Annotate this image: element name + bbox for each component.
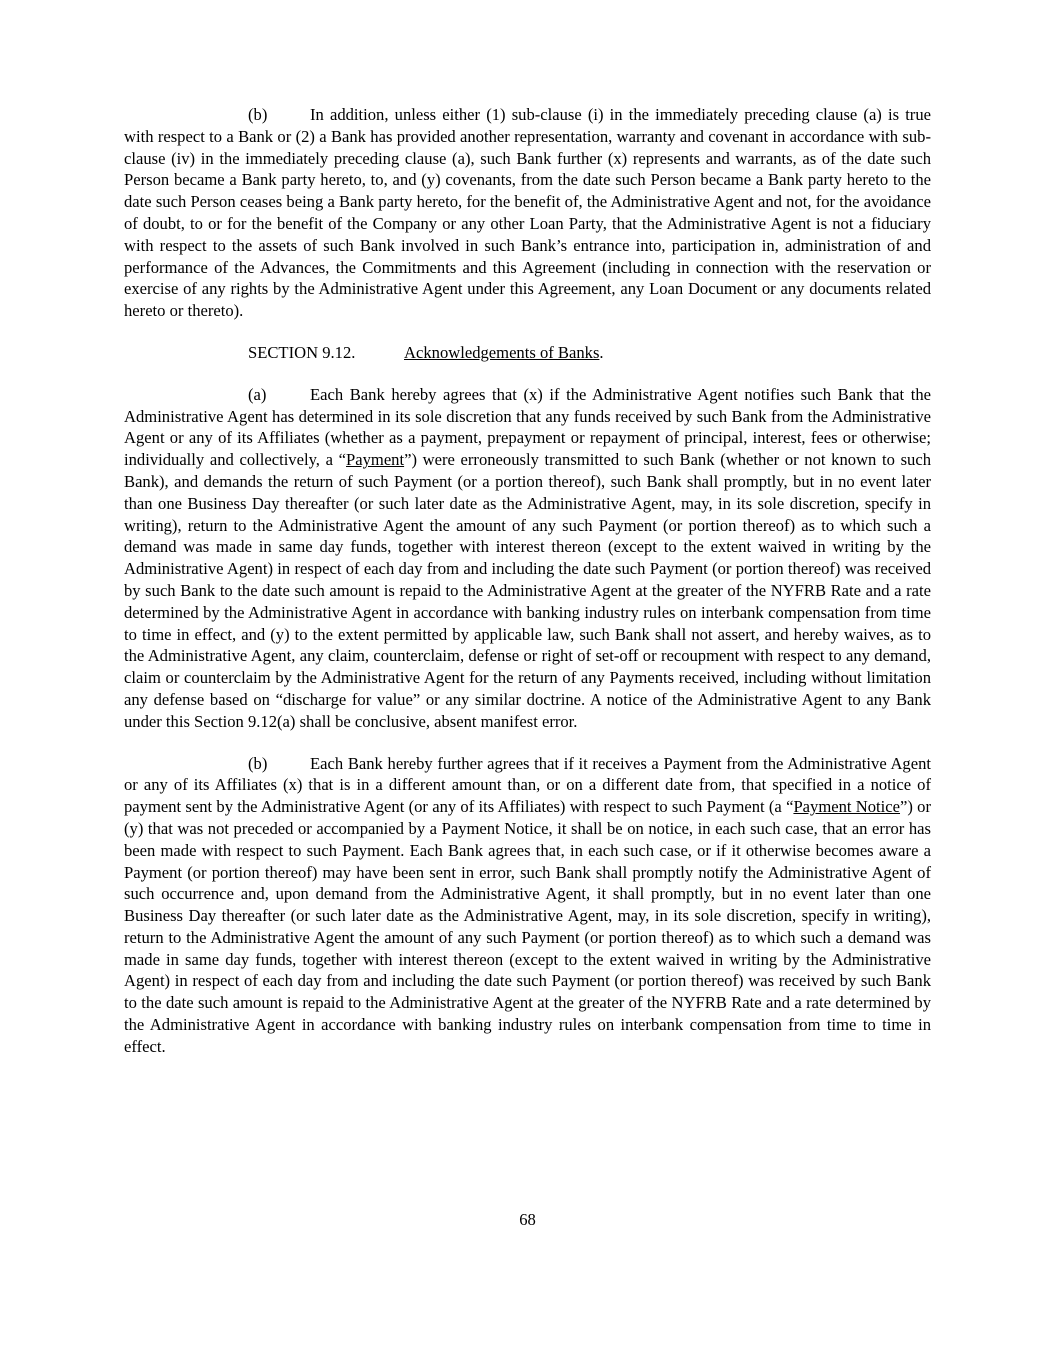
section-number: SECTION 9.12.	[248, 342, 356, 362]
paragraph-text-part-2: ”) were erroneously transmitted to such Bank (whether or not known to such Bank), and demands the return of such Payment (or a portion thereof), such Bank shall promptly, but in no event later than one Business Day thereafter (or such later date as the Administrative Agent, may, in its sole discretion, specify in writing), return to the Administrative Agent the amount of any such Payment (or portion thereof) as to which such a demand was made in same day funds, together with interest thereon (except to the extent waived in writing by the Administrative Agent) in respect of each day from and including the date such Payment (or portion thereof) was received by such Bank to the date such amount is repaid to the Administrative Agent at the greater of the NYFRB Rate and a rate determined by the Administrative Agent in accordance with banking industry rules on interbank compensation from time to time in effect, and (y) to the extent permitted by applicable law, such Bank shall not assert, and hereby waives, as to the Administrative Agent, any claim, counterclaim, defense or right of set-off or recoupment with respect to any demand, claim or counterclaim by the Administrative Agent for the return of any Payments received, including without limitation any defense based on “discharge for value” or any similar doctrine. A notice of the Administrative Agent to any Bank under this Section 9.12(a) shall be conclusive, absent manifest error.	[124, 450, 931, 731]
section-title: Acknowledgements of Banks	[404, 342, 600, 362]
clause-marker: (a)	[248, 384, 267, 404]
document-page	[124, 104, 931, 1078]
paragraph-text-part-1: Each Bank hereby agrees that (x) if the Administrative Agent notifies such Bank that the Administrative Agent has determined in its sole discretion that any funds received by such Bank from the Administrative Agent or any of its Affiliates (whether as a payment, prepayment or repayment of principal, interest, fees or otherwise; individually and collectively, a “	[124, 384, 931, 470]
paragraph-text-part-2: ”) or (y) that was not preceded or accompanied by a Payment Notice, it shall be on notice, in each such case, that an error has been made with respect to such Payment. Each Bank agrees that, in each such case, or if it otherwise becomes aware a Payment (or portion thereof) may have been sent in error, such Bank shall promptly notify the Administrative Agent of such occurrence and, upon demand from the Administrative Agent, it shall promptly, but in no event later than one Business Day thereafter (or such later date as the Administrative Agent, may, in its sole discretion, specify in writing), return to the Administrative Agent the amount of any such Payment (or portion thereof) as to which such a demand was made in same day funds, together with interest thereon (except to the extent waived in writing by the Administrative Agent) in respect of each day from and including the date such Payment (or portion thereof) was received by such Bank to the date such amount is repaid to the Administrative Agent at the greater of the NYFRB Rate and a rate determined by the Administrative Agent in accordance with banking industry rules on interbank compensation from time to time in effect.	[124, 797, 931, 1056]
defined-term-payment: Payment	[346, 450, 405, 470]
section-title-suffix: .	[599, 342, 604, 362]
paragraph-b-payment-notice	[124, 753, 931, 1058]
page-number: 68	[519, 1210, 536, 1229]
section-heading	[248, 342, 931, 364]
paragraph-text: In addition, unless either (1) sub-clause (i) in the immediately preceding clause (a) is true with respect to a Bank or (2) a Bank has provided another representation, warranty and covenant in accordance with sub-clause (iv) in the immediately preceding clause (a), such Bank further (x) represents and warrants, as of the date such Person became a Bank party hereto, to, and (y) covenants, from the date such Person became a Bank party hereto to the date such Person ceases being a Bank party hereto, for the benefit of, the Administrative Agent and not, for the avoidance of doubt, to or for the benefit of the Company or any other Loan Party, that the Administrative Agent is not a fiduciary with respect to the assets of such Bank involved in such Bank’s entrance into, participation in, administration of and performance of the Advances, the Commitments and this Agreement (including in connection with the reservation or exercise of any rights by the Administrative Agent under this Agreement, any Loan Document or any documents related hereto or thereto).	[124, 105, 931, 321]
clause-marker: (b)	[248, 105, 268, 124]
paragraph-text-part-1: Each Bank hereby further agrees that if it receives a Payment from the Administrative Agent or any of its Affiliates (x) that is in a different amount than, or on a different date from, that specified in a notice of payment sent by the Administrative Agent (or any of its Affiliates) with respect to such Payment (a “	[124, 753, 931, 817]
paragraph-a-erroneous-payments	[124, 384, 931, 733]
defined-term-payment-notice: Payment Notice	[793, 797, 901, 817]
clause-marker: (b)	[248, 753, 268, 773]
paragraph-b-representations	[124, 104, 931, 322]
